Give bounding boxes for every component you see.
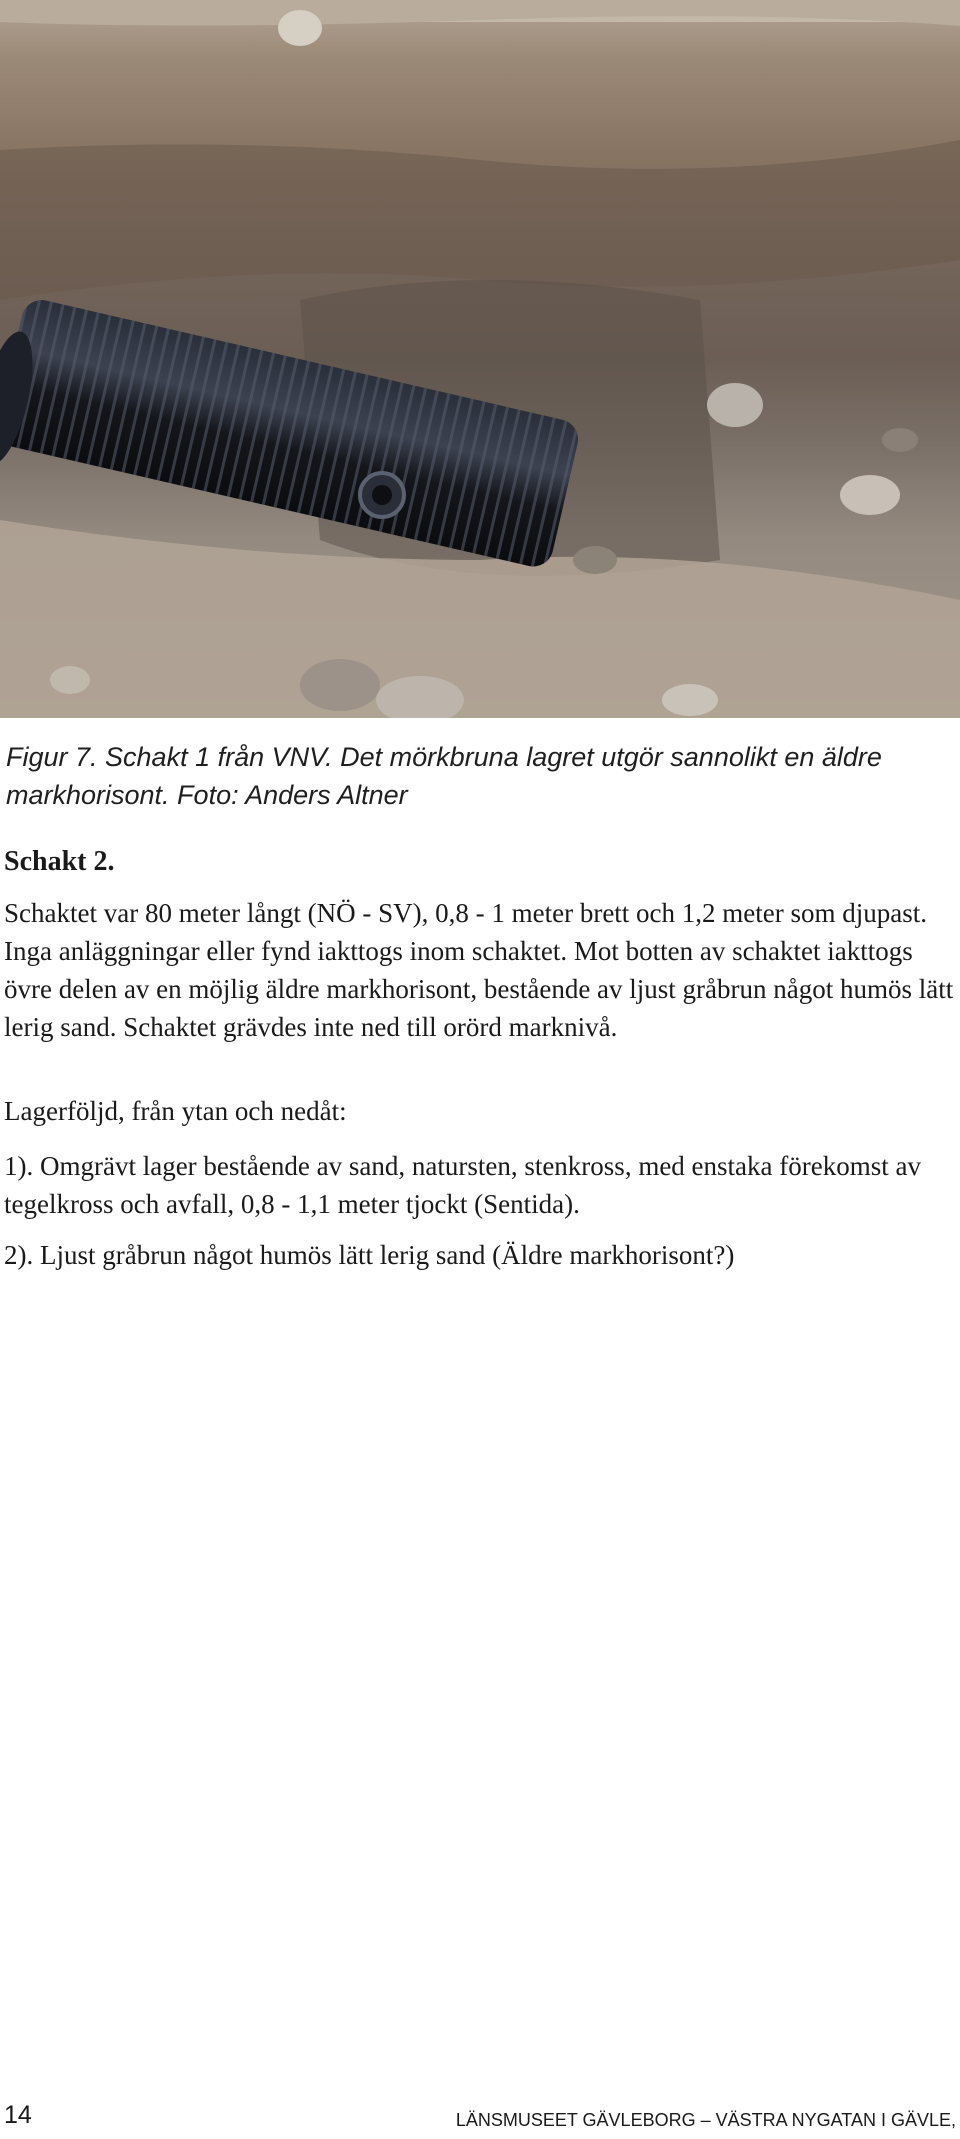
section-heading: Schakt 2. — [4, 846, 115, 877]
layer-sequence-intro: Lagerföljd, från ytan och nedåt: — [4, 1096, 347, 1126]
footer-organization: LÄNSMUSEET GÄVLEBORG – VÄSTRA NYGATAN I GÄVLE, — [455, 2110, 956, 2130]
excavation-photo — [0, 0, 960, 718]
layer-item-2: 2). Ljust gråbrun något humös lätt lerig sand (Äldre markhorisont?) — [4, 1240, 735, 1270]
figure-caption: Figur 7. Schakt 1 från VNV. Det mörkbruna lagret utgör sannolikt en äldre markhorisont. Foto: Anders Altner — [6, 742, 882, 810]
page-number: 14 — [4, 2101, 32, 2129]
body-paragraph: Schaktet var 80 meter långt (NÖ - SV), 0,8 - 1 meter brett och 1,2 meter som djupast. Inga anläggningar eller fynd iakttogs inom schaktet. Mot botten av schaktet iakttogs övre delen av en möjlig äldre markhorisont, bestående av ljust gråbrun något humös lätt lerig sand. Schaktet grävdes inte ned till orörd marknivå. — [4, 898, 954, 1042]
layer-item-1: 1). Omgrävt lager bestående av sand, natursten, stenkross, med enstaka förekomst av tegelkross och avfall, 0,8 - 1,1 meter tjockt (Sentida). — [4, 1151, 921, 1219]
